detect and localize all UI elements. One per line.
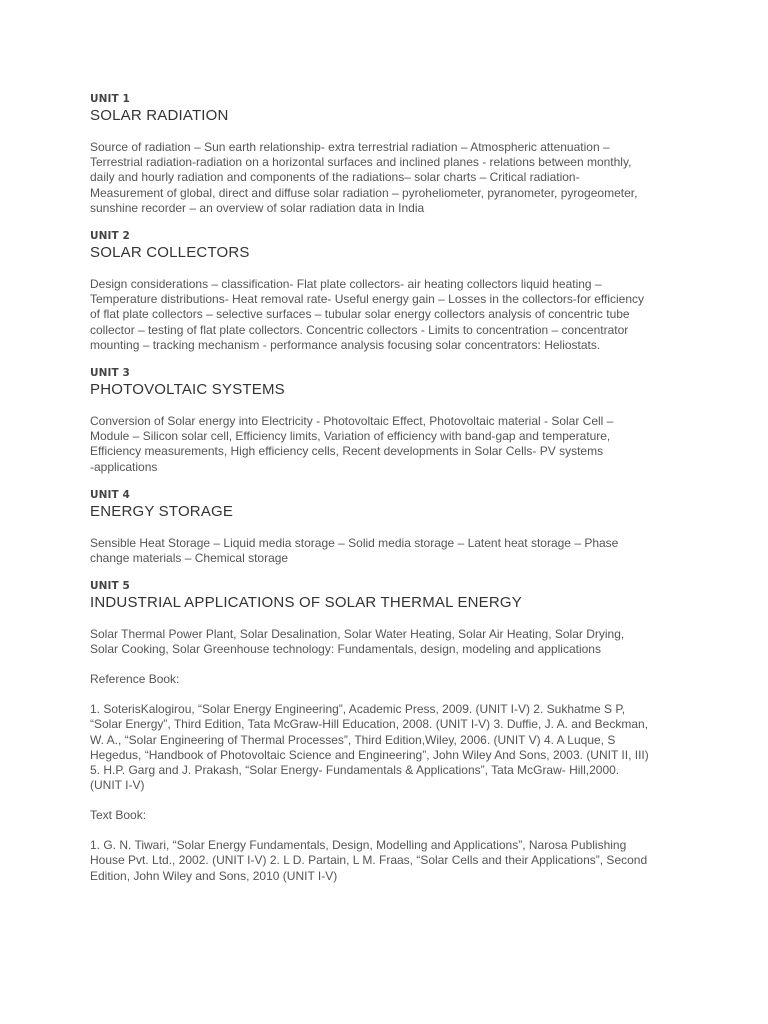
reference-line: Hegedus, “Handbook of Photovoltaic Science and Engineering”, John Wiley And Sons, 2003. (UNIT II, III) [90, 747, 649, 762]
unit-4-description [90, 536, 618, 566]
unit-3-description [90, 414, 613, 475]
reference-line: “Solar Energy”, Third Edition, Tata McGraw-Hill Education, 2008. (UNIT I-V) 3. Duffie, J. A. and Beckman, [90, 717, 649, 732]
unit-3-line: Conversion of Solar energy into Electricity - Photovoltaic Effect, Photovoltaic material - Solar Cell – [90, 414, 614, 428]
unit-5-line: Solar Cooking, Solar Greenhouse technology: Fundamentals, design, modeling and applications [90, 642, 601, 657]
unit-4-line: change materials – Chemical storage [90, 551, 289, 566]
unit-3-line: Efficiency measurements, High efficiency cells, Recent developments in Solar Cells- PV systems [90, 444, 604, 459]
text-book-line: House Pvt. Ltd., 2002. (UNIT I-V) 2. L D. Partain, L M. Fraas, “Solar Cells and their Applications”, Second [90, 853, 648, 868]
reference-line: (UNIT I-V) [90, 778, 145, 793]
unit-1-title: SOLAR RADIATION [90, 107, 229, 124]
reference-line: W. A., “Solar Engineering of Thermal Processes”, Third Edition,Wiley, 2006. (UNIT V) 4. A Luque, S [90, 732, 616, 747]
unit-3-line: Module – Silicon solar cell, Efficiency limits, Variation of efficiency with band-gap and temperature, [90, 429, 611, 444]
unit-2-line: Design considerations – classification- Flat plate collectors- air heating collectors liquid heating – [90, 277, 602, 291]
reference-book-list [90, 702, 649, 793]
unit-4-label: UNIT 4 [90, 489, 130, 501]
reference-book-section [90, 672, 649, 793]
unit-3-title: PHOTOVOLTAIC SYSTEMS [90, 381, 285, 398]
text-book-line: 1. G. N. Tiwari, “Solar Energy Fundamentals, Design, Modelling and Applications”, Narosa Publishing [90, 838, 627, 853]
unit-1-line: Source of radiation – Sun earth relationship- extra terrestrial radiation – Atmospheric attenuation – [90, 140, 610, 154]
reference-line: 5. H.P. Garg and J. Prakash, “Solar Energy- Fundamentals & Applications”, Tata McGraw- Hill,2000. [90, 763, 620, 778]
unit-1-line: Measurement of global, direct and diffuse solar radiation – pyroheliometer, pyranometer, pyrogeometer, [90, 185, 638, 200]
text-book-section [90, 808, 647, 884]
unit-2-line: collector – testing of flat plate collectors. Concentric collectors - Limits to concentration – concentrator [90, 322, 629, 337]
unit-2-label: UNIT 2 [90, 230, 130, 242]
unit-2-description [90, 277, 644, 353]
unit-1-line: daily and hourly radiation and components of the radiations– solar charts – Critical radiation- [90, 170, 580, 185]
unit-5-title: INDUSTRIAL APPLICATIONS OF SOLAR THERMAL ENERGY [90, 594, 522, 611]
unit-1-line: Terrestrial radiation-radiation on a horizontal surfaces and inclined planes - relations between monthly, [90, 155, 632, 170]
unit-3-line: -applications [90, 459, 158, 474]
unit-5-description [90, 627, 624, 657]
unit-5-line: Solar Thermal Power Plant, Solar Desalination, Solar Water Heating, Solar Air Heating, Solar Drying, [90, 627, 625, 641]
unit-2-line: mounting – tracking mechanism - performance analysis focusing solar concentrators: Heliostats. [90, 337, 601, 352]
unit-5-label: UNIT 5 [90, 580, 130, 592]
unit-5-section [90, 579, 624, 657]
text-book-line: Edition, John Wiley and Sons, 2010 (UNIT I-V) [90, 868, 338, 883]
unit-4-section [90, 488, 618, 566]
unit-2-line: Temperature distributions- Heat removal rate- Useful energy gain – Losses in the collectors-for efficiency [90, 292, 645, 307]
text-book-list [90, 838, 647, 884]
unit-2-line: of flat plate collectors – selective surfaces – tubular solar energy collectors analysis of concentric tube [90, 307, 630, 322]
reference-line: 1. SoterisKalogirou, “Solar Energy Engineering”, Academic Press, 2009. (UNIT I-V) 2. Sukhatme S P, [90, 702, 626, 717]
unit-3-label: UNIT 3 [90, 367, 130, 379]
unit-1-line: sunshine recorder – an overview of solar radiation data in India [90, 200, 425, 215]
reference-book-heading: Reference Book: [90, 672, 180, 686]
unit-3-section [90, 366, 613, 475]
unit-2-section [90, 229, 644, 353]
unit-1-label: UNIT 1 [90, 93, 130, 105]
unit-4-line: Sensible Heat Storage – Liquid media storage – Solid media storage – Latent heat storage – Phase [90, 536, 619, 550]
unit-1-description [90, 140, 637, 216]
unit-4-title: ENERGY STORAGE [90, 503, 234, 520]
text-book-heading: Text Book: [90, 808, 147, 822]
unit-1-section [90, 92, 637, 216]
unit-2-title: SOLAR COLLECTORS [90, 244, 250, 261]
